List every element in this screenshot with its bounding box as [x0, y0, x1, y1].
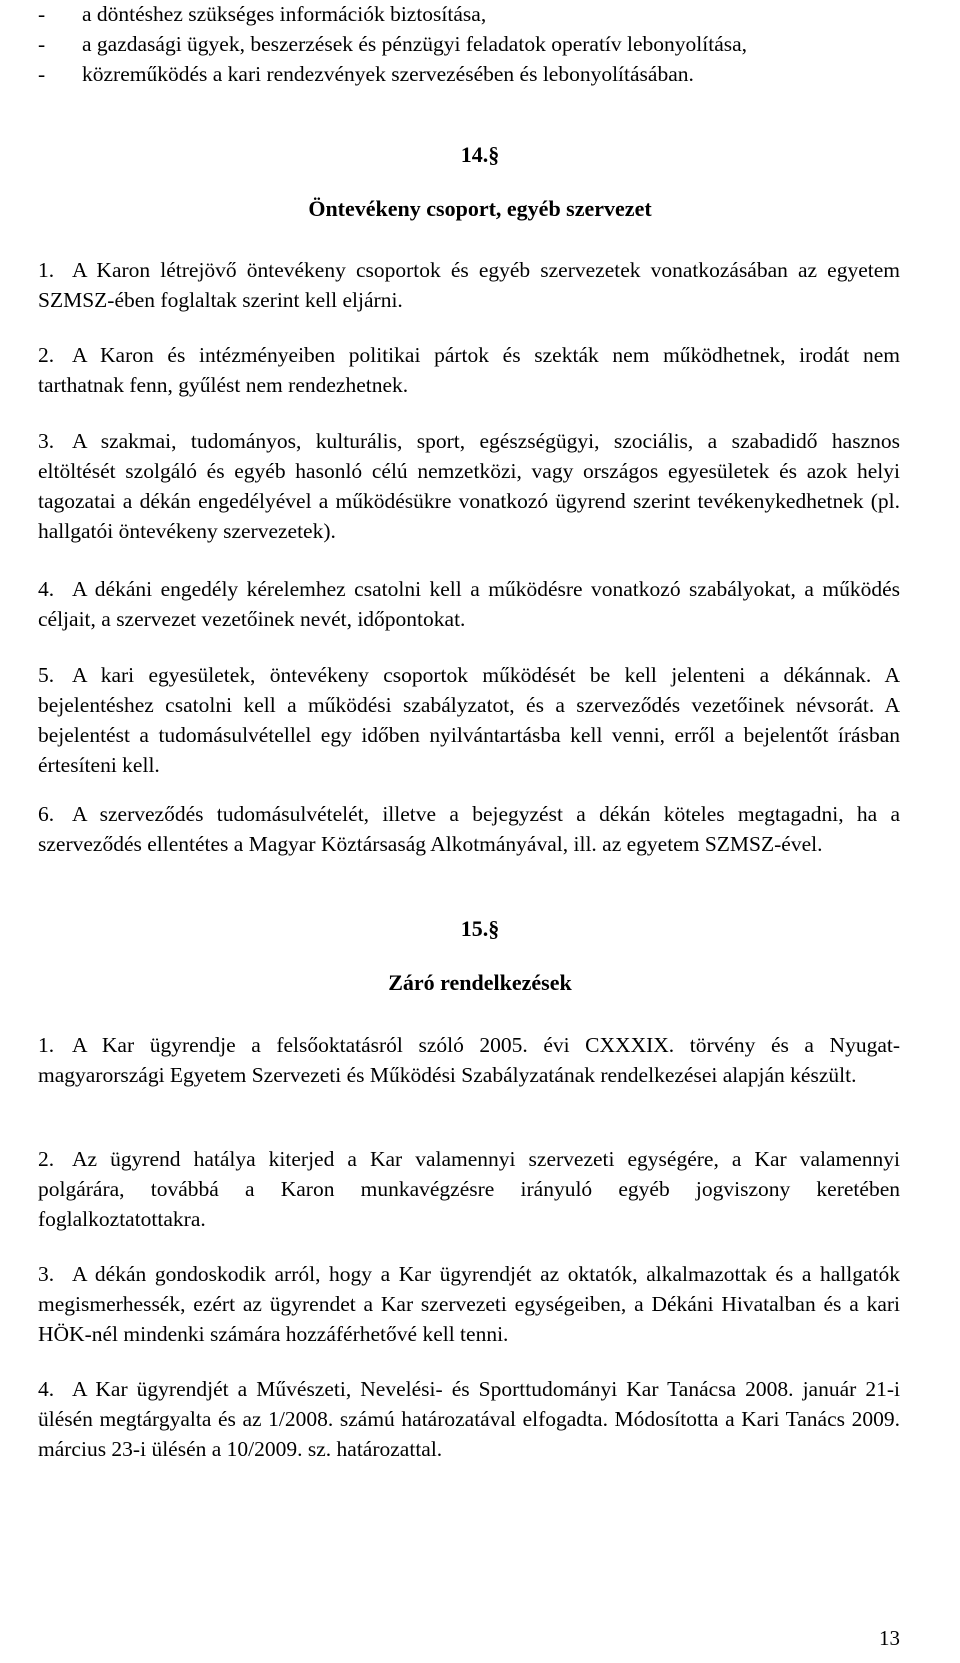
paragraph-number: 1.: [38, 258, 55, 282]
paragraph: [38, 1144, 900, 1234]
list-item-text: közreműködés a kari rendezvények szervezésében és lebonyolításában.: [82, 62, 694, 86]
paragraph-number: 3.: [38, 1262, 55, 1286]
paragraph-number: 4.: [38, 1377, 55, 1401]
paragraph-text: A Kar ügyrendje a felsőoktatásról szóló 2005. évi CXXXIX. törvény és a Nyugat-magyarországi Egyetem Szervezeti és Működési Szabályzatának rendelkezései alapján készült.: [38, 1033, 900, 1087]
list-item-text: a döntéshez szükséges információk biztosítása,: [82, 2, 487, 26]
paragraph-text: A kari egyesületek, öntevékeny csoportok működését be kell jelenteni a dékánnak. A bejelentéshez csatolni kell a működési szabályzatot, és a szerveződés vezetőinek névsorát. A bejelentést a tudomásulvétellel egy időben nyilvántartásba kell venni, erről a bejelentőt írásban értesíteni kell.: [38, 663, 900, 777]
paragraph-text: A Karon létrejövő öntevékeny csoportok és egyéb szervezetek vonatkozásában az egyetem SZMSZ-ében foglaltak szerint kell eljárni.: [38, 258, 900, 312]
dash-marker: -: [38, 62, 46, 86]
paragraph-number: 6.: [38, 802, 55, 826]
section-number: 14.: [460, 142, 489, 167]
paragraph: [38, 1259, 900, 1349]
section-sign: §: [488, 916, 500, 941]
section-15-number: [0, 916, 960, 942]
dash-marker: -: [38, 2, 46, 26]
paragraph-text: A dékáni engedély kérelemhez csatolni kell a működésre vonatkozó szabályokat, a működés céljait, a szervezet vezetőinek nevét, időpontokat.: [38, 577, 900, 631]
paragraph-number: 2.: [38, 343, 55, 367]
paragraph-number: 3.: [38, 429, 55, 453]
paragraph-text: Az ügyrend hatálya kiterjed a Kar valamennyi szervezeti egységére, a Kar valamennyi polgárára, továbbá a Karon munkavégzésre irányuló egyéb jogviszony keretében foglalkoztatottakra.: [38, 1147, 900, 1231]
section-sign: §: [488, 142, 500, 167]
paragraph-number: 4.: [38, 577, 55, 601]
page-number: 13: [879, 1626, 900, 1650]
paragraph: [38, 340, 900, 400]
paragraph-text: A szerveződés tudomásulvételét, illetve a bejegyzést a dékán köteles megtagadni, ha a szerveződés ellentétes a Magyar Köztársaság Alkotmányával, ill. az egyetem SZMSZ-ével.: [38, 802, 900, 856]
list-item-text: a gazdasági ügyek, beszerzések és pénzügyi feladatok operatív lebonyolítása,: [82, 32, 748, 56]
section-14-number: [0, 142, 960, 168]
paragraph: [38, 1030, 900, 1090]
paragraph-text: A Karon és intézményeiben politikai pártok és szekták nem működhetnek, irodát nem tarthatnak fenn, gyűlést nem rendezhetnek.: [38, 343, 900, 397]
paragraph: [38, 660, 900, 780]
section-15-title: Záró rendelkezések: [388, 970, 572, 995]
paragraph-number: 2.: [38, 1147, 55, 1171]
paragraph-number: 1.: [38, 1033, 55, 1057]
paragraph-text: A szakmai, tudományos, kulturális, sport, egészségügyi, szociális, a szabadidő hasznos eltöltését szolgáló és egyéb hasonló célú nemzetközi, vagy országos egyesületek és azok helyi tagozatai a dékán engedélyével a működésükre vonatkozó ügyrend szerint tevékenykedhetnek (pl. hallgatói öntevékeny szervezetek).: [38, 429, 900, 543]
dash-marker: -: [38, 32, 46, 56]
paragraph: [38, 1374, 900, 1464]
paragraph: [38, 799, 900, 859]
paragraph: [38, 574, 900, 634]
section-number: 15.: [460, 916, 489, 941]
paragraph: [38, 426, 900, 546]
section-14-title: Öntevékeny csoport, egyéb szervezet: [308, 196, 652, 221]
paragraph-text: A Kar ügyrendjét a Művészeti, Nevelési- és Sporttudományi Kar Tanácsa 2008. január 21-i ülésén megtárgyalta és az 1/2008. számú határozatával elfogadta. Módosította a Kari Tanács 2009. március 23-i ülésén a 10/2009. sz. határozattal.: [38, 1377, 900, 1461]
paragraph-number: 5.: [38, 663, 55, 687]
paragraph: [38, 255, 900, 315]
paragraph-text: A dékán gondoskodik arról, hogy a Kar ügyrendjét az oktatók, alkalmazottak és a hallgatók megismerhessék, ezért az ügyrendet a Kar szervezeti egységeiben, a Dékáni Hivatalban és a kari HÖK-nél mindenki számára hozzáférhetővé kell tenni.: [38, 1262, 900, 1346]
